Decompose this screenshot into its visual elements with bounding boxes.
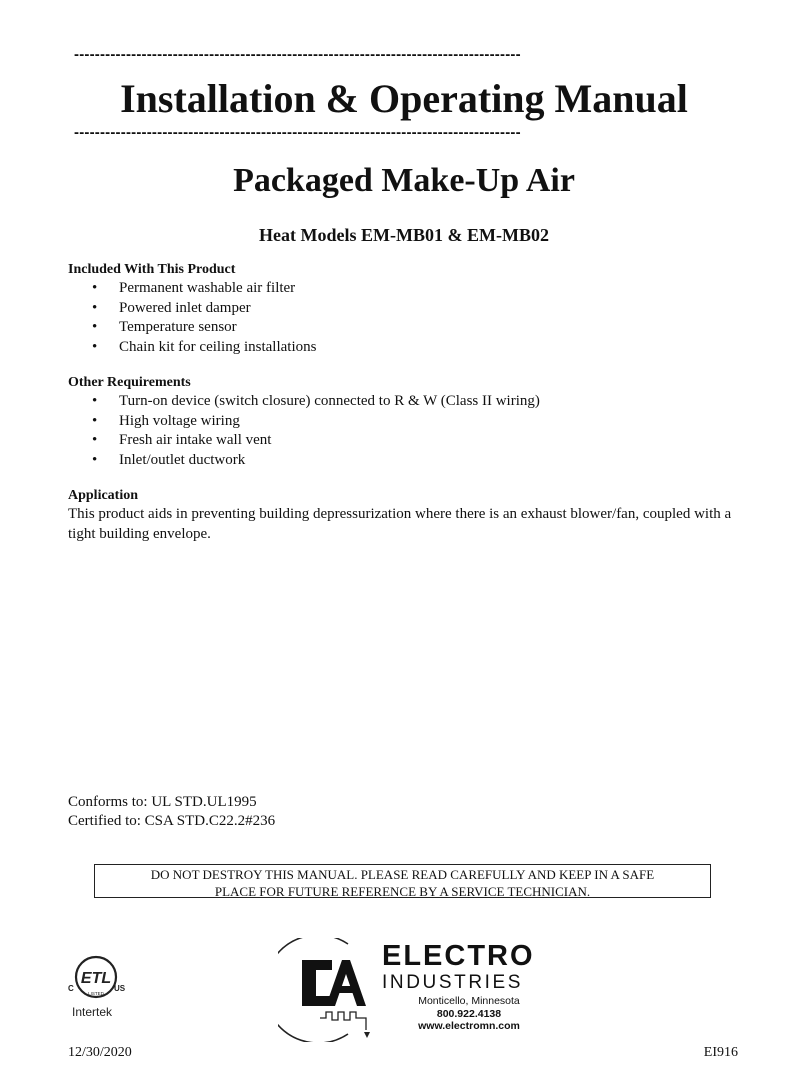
- requirements-list: [68, 392, 748, 470]
- list-item: • Inlet/outlet ductwork: [68, 451, 748, 471]
- company-name: ELECTRO: [382, 940, 535, 972]
- etl-us-text: US: [114, 984, 126, 993]
- top-dashed-rule: --------------------------------------------------------------------------------------: [74, 46, 521, 63]
- included-list: [68, 279, 748, 357]
- list-item: • Powered inlet damper: [68, 299, 748, 319]
- certified-line: Certified to: CSA STD.C22.2#236: [68, 813, 276, 829]
- list-item: • Permanent washable air filter: [68, 279, 748, 299]
- notice-line-1: DO NOT DESTROY THIS MANUAL. PLEASE READ CAREFULLY AND KEEP IN A SAFE: [150, 867, 655, 882]
- electro-industries-logo: [278, 938, 548, 1048]
- etl-mark-text: ETL: [80, 970, 112, 987]
- list-item: • Turn-on device (switch closure) connected to R & W (Class II wiring): [68, 392, 748, 412]
- model-numbers: Heat Models EM-MB01 & EM-MB02: [259, 225, 549, 245]
- list-item: • High voltage wiring: [68, 412, 748, 432]
- application-section: [68, 487, 740, 544]
- notice-line-2: PLACE FOR FUTURE REFERENCE BY A SERVICE TECHNICIAN.: [214, 884, 591, 899]
- product-title: Packaged Make-Up Air: [233, 162, 575, 199]
- etl-mark-icon: [66, 953, 126, 1005]
- included-section: [68, 261, 748, 357]
- document-title: Installation & Operating Manual: [120, 76, 688, 121]
- intertek-label: Intertek: [72, 1005, 113, 1019]
- company-subname: INDUSTRIES: [382, 972, 524, 993]
- conforms-line: Conforms to: UL STD.UL1995: [68, 794, 257, 810]
- etl-c-text: C: [68, 984, 74, 993]
- application-heading: Application: [68, 488, 139, 503]
- company-website: www.electromn.com: [418, 1020, 520, 1032]
- company-city: Monticello, Minnesota: [418, 995, 520, 1007]
- company-contact: [394, 995, 544, 1033]
- included-heading: Included With This Product: [68, 262, 236, 277]
- list-item: • Fresh air intake wall vent: [68, 431, 748, 451]
- list-item: • Temperature sensor: [68, 318, 748, 338]
- list-item: • Chain kit for ceiling installations: [68, 338, 748, 358]
- application-text: This product aids in preventing building depressurization where there is an exhaust blower/fan, coupled with a tight building envelope.: [68, 506, 732, 542]
- document-code: EI916: [703, 1045, 738, 1060]
- keep-manual-notice: [94, 864, 711, 898]
- company-phone: 800.922.4138: [436, 1007, 502, 1020]
- requirements-heading: Other Requirements: [68, 375, 191, 390]
- etl-listed-text: LISTED: [88, 991, 104, 996]
- requirements-section: [68, 374, 748, 470]
- bottom-dashed-rule: --------------------------------------------------------------------------------------: [74, 124, 521, 141]
- revision-date: 12/30/2020: [68, 1045, 132, 1060]
- etl-listed-logo: [66, 953, 126, 1023]
